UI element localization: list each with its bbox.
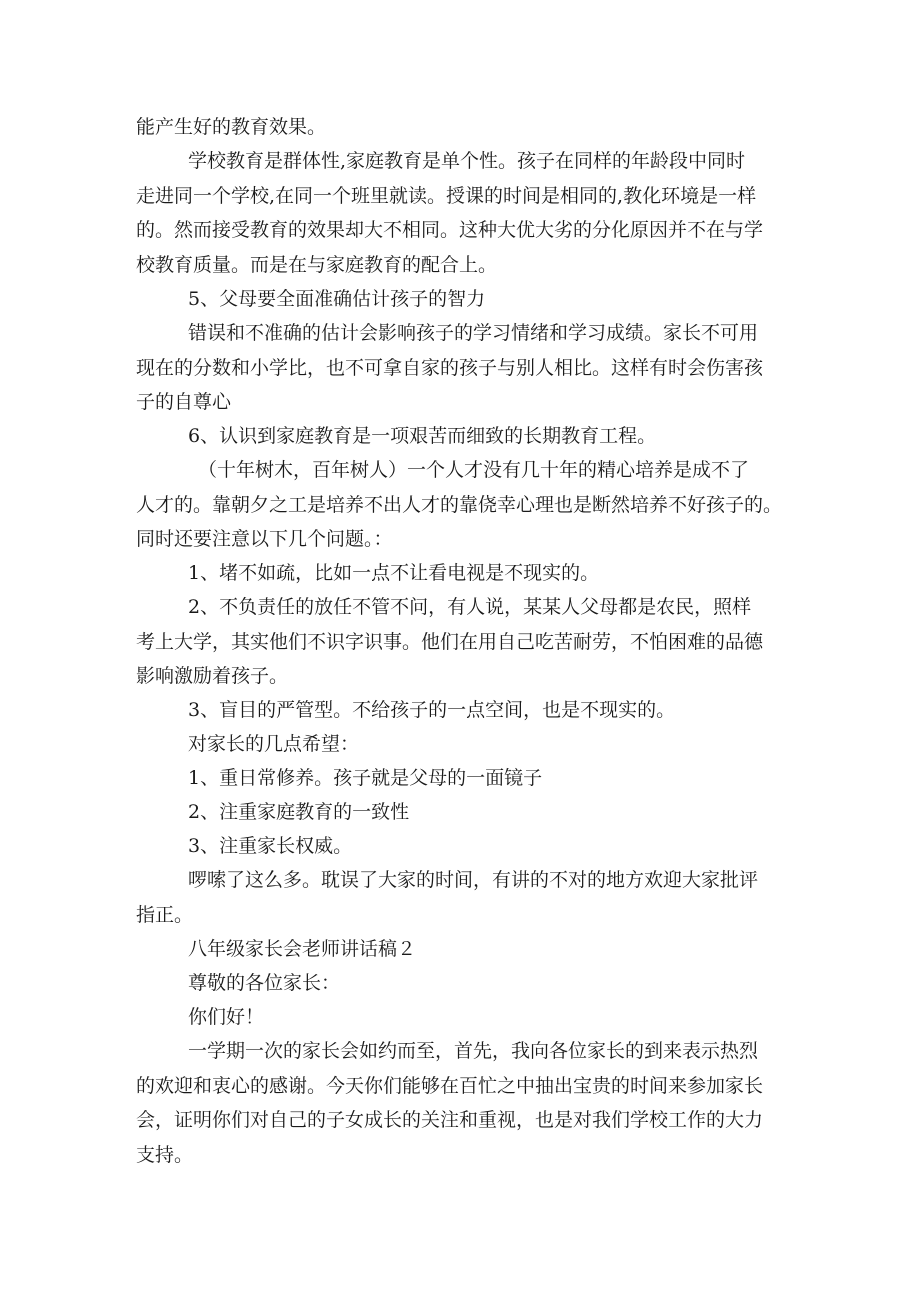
text-line: 2、不负责任的放任不管不问，有人说，某某人父母都是农民，照样 bbox=[188, 596, 752, 618]
text-line: 现在的分数和小学比，也不可拿自家的孩子与别人相比。这样有时会伤害孩 bbox=[136, 356, 764, 379]
text-line: 指正。 bbox=[136, 903, 194, 926]
text-line: 影响激励着孩子。 bbox=[136, 665, 289, 687]
text-line: 的。然而接受教育的效果却大不相同。这种大优大劣的分化原因并不在与学 bbox=[136, 219, 764, 241]
text-line: 5、父母要全面准确估计孩子的智力 bbox=[188, 288, 486, 310]
text-line: 人才的。靠朝夕之工是培养不出人才的靠侥幸心理也是断然培养不好孩子的。 bbox=[136, 493, 783, 516]
hopes-heading bbox=[136, 727, 788, 762]
paragraph-estimate bbox=[136, 316, 788, 420]
paragraph-school-vs-family bbox=[136, 144, 788, 282]
text-line: 学校教育是群体性,家庭教育是单个性。孩子在同样的年龄段中同时 bbox=[188, 150, 746, 172]
text-line: 能产生好的教育效果。 bbox=[136, 116, 327, 138]
greeting bbox=[136, 1000, 788, 1035]
heading-item-5 bbox=[136, 282, 788, 317]
list-item-3 bbox=[136, 693, 788, 728]
text-line: 校教育质量。而是在与家庭教育的配合上。 bbox=[136, 253, 498, 276]
text-line: 考上大学，其实他们不识字识事。他们在用自己吃苦耐劳，不怕困难的品德 bbox=[136, 630, 764, 653]
text-line: 支持。 bbox=[136, 1143, 194, 1166]
text-line: 同时还要注意以下几个问题。： bbox=[136, 528, 393, 550]
hope-item-3 bbox=[136, 829, 788, 864]
salutation bbox=[136, 966, 788, 1001]
text-line: 啰嗦了这么多。耽误了大家的时间，有讲的不对的地方欢迎大家批评 bbox=[188, 869, 759, 891]
text-line: 八年级家长会老师讲话稿２ bbox=[188, 938, 417, 960]
text-line: 尊敬的各位家长： bbox=[188, 972, 341, 994]
text-line: 你们好！ bbox=[188, 1006, 265, 1028]
text-line: （十年树木，百年树人）一个人才没有几十年的精心培养是成不了 bbox=[198, 459, 750, 481]
text-line: 子的自尊心 bbox=[136, 391, 232, 413]
list-item-2 bbox=[136, 590, 788, 694]
hope-item-1 bbox=[136, 761, 788, 796]
list-item-1 bbox=[136, 556, 788, 591]
text-line: 会，证明你们对自己的子女成长的关注和重视，也是对我们学校工作的大力 bbox=[136, 1109, 764, 1131]
text-line: 一学期一次的家长会如约而至，首先，我向各位家长的到来表示热烈 bbox=[188, 1040, 759, 1062]
text-line: 2、注重家庭教育的一致性 bbox=[188, 801, 410, 823]
hope-item-2 bbox=[136, 795, 788, 830]
closing-paragraph bbox=[136, 863, 788, 932]
paragraph-continuation bbox=[136, 110, 788, 145]
text-line: 走进同一个学校,在同一个班里就读。授课的时间是相同的,教化环境是一样 bbox=[136, 184, 757, 207]
text-line: 对家长的几点希望： bbox=[188, 733, 360, 755]
opening-paragraph bbox=[136, 1034, 788, 1172]
paragraph-long-term bbox=[136, 453, 788, 557]
text-line: 1、堵不如疏，比如一点不让看电视是不现实的。 bbox=[188, 562, 600, 584]
section-title bbox=[136, 932, 788, 967]
text-line: 的欢迎和衷心的感谢。今天你们能够在百忙之中抽出宝贵的时间来参加家长 bbox=[136, 1074, 764, 1097]
text-line: 1、重日常修养。孩子就是父母的一面镜子 bbox=[188, 767, 543, 789]
text-line: 错误和不准确的估计会影响孩子的学习情绪和学习成绩。家长不可用 bbox=[188, 322, 759, 344]
heading-item-6 bbox=[136, 419, 788, 454]
text-line: 3、注重家长权威。 bbox=[188, 835, 353, 857]
text-line: 6、认识到家庭教育是一项艰苦而细致的长期教育工程。 bbox=[188, 425, 657, 447]
text-line: 3、盲目的严管型。不给孩子的一点空间，也是不现实的。 bbox=[188, 699, 676, 721]
